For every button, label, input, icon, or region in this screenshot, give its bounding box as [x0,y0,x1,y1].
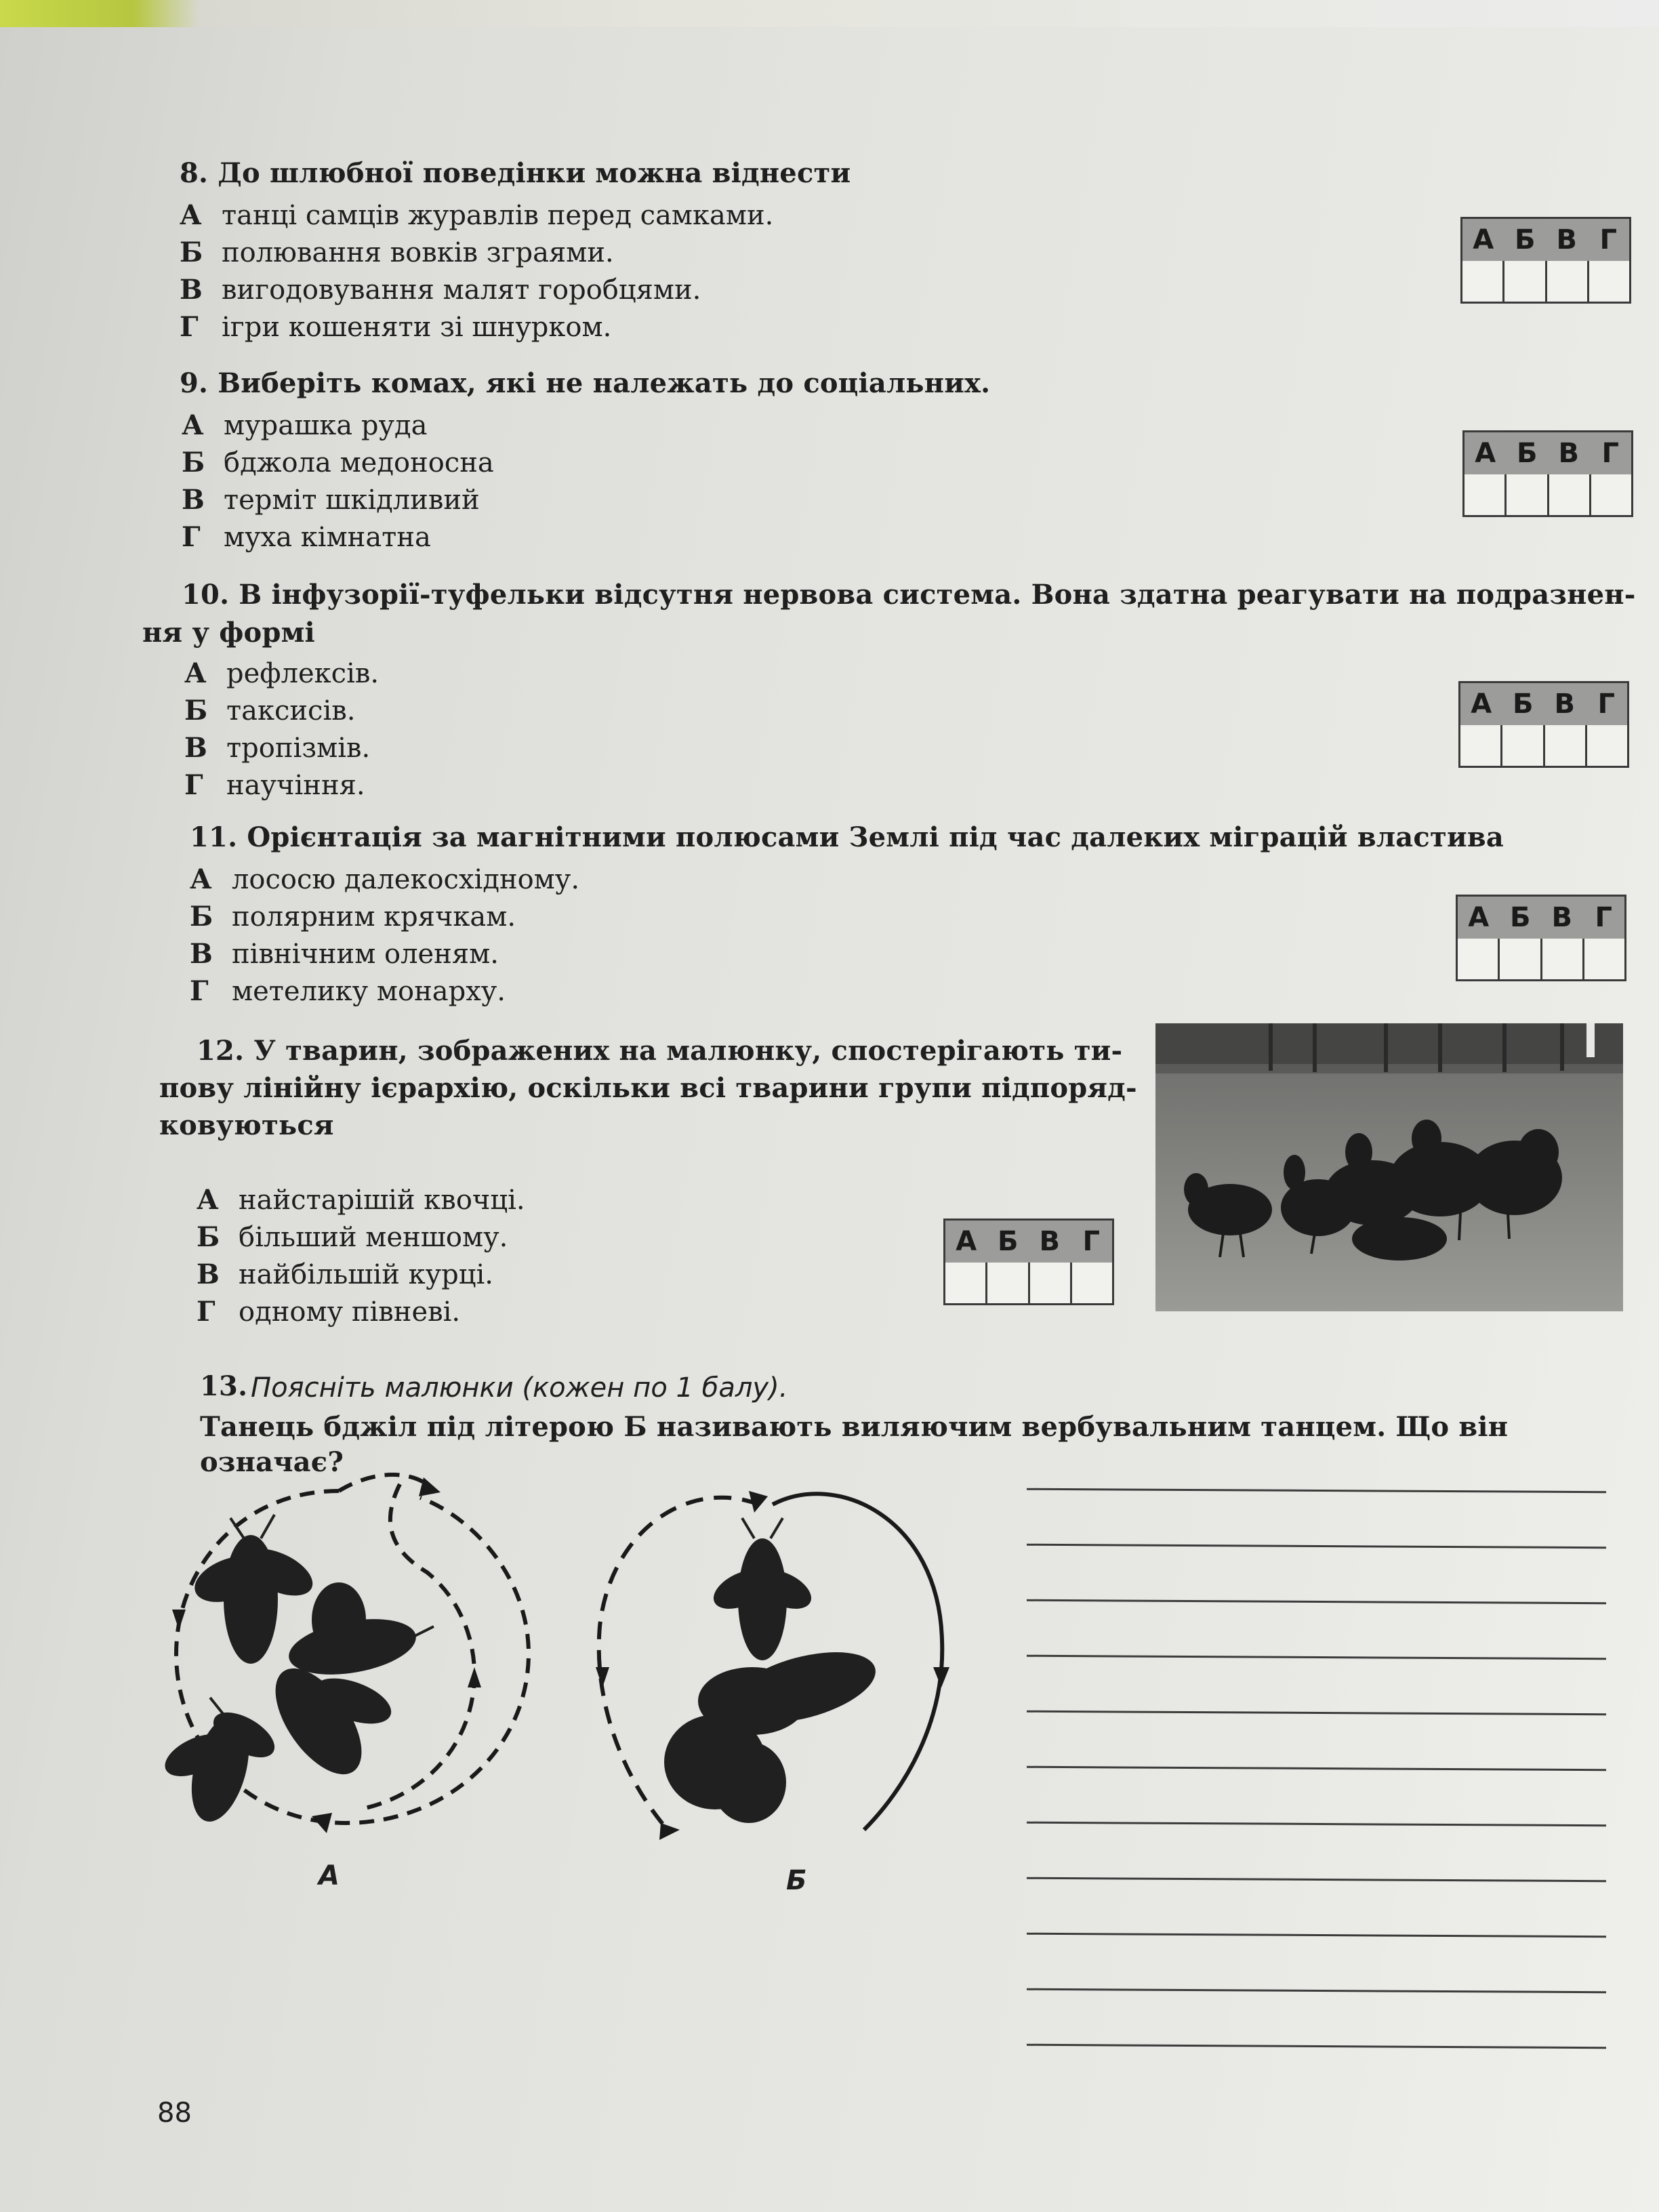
option-text: танці самців журавлів перед самками. [222,200,774,231]
question-8-option-b [180,235,614,270]
question-13-number: 13. [200,1370,248,1402]
answer-grid-q10 [1458,681,1629,768]
option-letter: А [190,863,212,895]
grid-letter-c: В [1554,689,1575,720]
answer-line[interactable] [1027,1766,1606,1771]
answer-cell-a[interactable] [1465,474,1504,515]
grid-letter-b: Б [1517,438,1538,469]
option-letter: А [184,657,207,689]
option-text: терміт шкідливий [224,485,480,516]
answer-cell-a[interactable] [1460,725,1500,766]
question-11-text: 11. Орієнтація за магнітними полюсами Землі під час далеких міграцій властива [190,821,1504,853]
question-12-option-c [197,1257,493,1292]
grid-letter-d: Г [1595,902,1612,933]
question-12-option-d [197,1294,460,1330]
answer-line[interactable] [1027,1711,1606,1715]
question-10-option-d [184,768,365,803]
question-12-line-1: 12. У тварин, зображених на малюнку, спостерігають ти- [197,1035,1123,1067]
answer-cell-b[interactable] [985,1263,1027,1303]
question-11-option-a [190,862,579,897]
option-text: полювання вовків зграями. [222,237,614,268]
option-text: більший меншому. [239,1222,508,1253]
grid-letter-b: Б [1515,224,1536,255]
answer-cell-c[interactable] [1540,939,1582,979]
answer-line[interactable] [1027,1655,1606,1660]
option-text: рефлексів. [226,658,380,689]
answer-cell-c[interactable] [1028,1263,1070,1303]
grid-letter-c: В [1556,224,1577,255]
question-11-option-b [190,899,516,935]
option-letter: В [184,732,207,764]
grid-letter-d: Г [1601,438,1619,469]
answer-cell-d[interactable] [1070,1263,1112,1303]
option-letter: Б [190,901,213,933]
question-11-option-c [190,937,499,972]
option-text: бджола медоносна [224,447,494,478]
bee-waggle-dance-illustration [579,1464,959,1857]
question-9-option-a [182,408,427,443]
answer-cell-c[interactable] [1545,261,1587,302]
grid-letter-d: Г [1082,1226,1100,1257]
grid-letter-d: Г [1597,689,1615,720]
question-10-line-2: ня у формі [142,617,315,649]
question-13-text-suffix: називають виляючим вербувальним танцем. Що він означає? [200,1411,1509,1478]
question-8-option-a [180,198,773,233]
grid-letter-b: Б [1513,689,1534,720]
option-text: одному півневі. [239,1296,461,1328]
grid-letter-a: А [956,1226,977,1257]
option-text: ігри кошеняти зі шнурком. [222,312,612,343]
question-10-option-a [184,656,379,691]
question-12-line-3: ковуються [159,1109,334,1141]
option-letter: Б [197,1221,220,1253]
question-8-option-c [180,272,701,308]
question-13-instruction: Поясніть малюнки (кожен по 1 балу). [251,1372,788,1404]
option-letter: Г [197,1296,216,1328]
answer-cell-d[interactable] [1585,725,1627,766]
option-text: тропізмів. [226,733,371,764]
answer-cell-a[interactable] [945,1263,985,1303]
answer-cell-a[interactable] [1462,261,1502,302]
answer-cell-d[interactable] [1582,939,1624,979]
question-11-option-d [190,974,506,1009]
option-letter: Г [184,769,203,801]
question-10-line-1: 10. В інфузорії-туфельки відсутня нервова система. Вона здатна реагувати на подразнен- [182,579,1636,611]
question-12-option-b [197,1220,508,1255]
option-text: полярним крячкам. [232,901,516,933]
option-letter: Г [180,311,199,343]
grid-letter-a: А [1471,689,1492,720]
bee-round-dance-illustration [156,1443,549,1864]
question-9-text: 9. Виберіть комах, які не належать до соціальних. [180,367,991,399]
grid-letter-c: В [1558,438,1579,469]
answer-cell-c[interactable] [1543,725,1585,766]
question-10-option-c [184,731,370,766]
figure-label-b: Б [786,1865,807,1896]
option-letter: Г [190,975,209,1007]
figure-label-a: А [319,1860,340,1891]
answer-line[interactable] [1027,1988,1606,1993]
answer-line[interactable] [1027,1933,1606,1938]
option-letter: Б [184,695,208,726]
grid-letter-b: Б [998,1226,1019,1257]
question-12-option-a [197,1183,525,1218]
answer-line[interactable] [1027,1877,1606,1882]
answer-cell-d[interactable] [1587,261,1629,302]
question-8-option-d [180,310,611,345]
option-letter: В [190,938,213,970]
option-text: вигодовування малят горобцями. [222,274,701,306]
answer-line[interactable] [1027,1822,1606,1826]
option-letter: А [182,409,204,441]
question-12-line-2: пову лінійну ієрархію, оскільки всі тварини групи підпоряд- [159,1072,1137,1104]
question-9-option-b [182,445,494,480]
question-9-option-c [182,483,480,518]
question-8-text: 8. До шлюбної поведінки можна віднести [180,157,851,189]
answer-line[interactable] [1027,1544,1606,1549]
answer-cell-b[interactable] [1502,261,1544,302]
page-number: 88 [157,2097,192,2129]
option-letter: Б [182,447,205,478]
question-13-text-bold: літерою Б [485,1411,647,1443]
answer-grid-q12 [943,1218,1114,1305]
option-text: таксисів. [226,695,356,726]
option-text: научіння. [226,770,365,801]
option-text: північним оленям. [232,939,499,970]
answer-cell-a[interactable] [1458,939,1498,979]
answer-cell-b[interactable] [1504,474,1547,515]
question-9-option-d [182,520,431,555]
option-text: лососю далекосхідному. [232,864,580,895]
option-letter: Б [180,237,203,268]
question-13-text-prefix: Танець бджіл під [200,1411,485,1443]
option-letter: А [180,199,202,231]
answer-cell-b[interactable] [1500,725,1542,766]
option-text: найбільшій курці. [239,1259,493,1290]
answer-cell-b[interactable] [1498,939,1540,979]
grid-letter-a: А [1475,438,1496,469]
option-letter: В [180,274,203,306]
option-letter: В [197,1258,220,1290]
option-letter: Г [182,521,201,553]
option-letter: В [182,484,205,516]
option-text: найстарішій квочці. [239,1185,525,1216]
workbook-page [0,27,1659,2212]
grid-letter-c: В [1551,902,1572,933]
option-text: муха кімнатна [224,522,431,553]
grid-letter-d: Г [1599,224,1617,255]
grid-letter-a: А [1468,902,1490,933]
answer-grid-q11 [1456,895,1626,981]
answer-grid-q8 [1460,217,1631,304]
answer-line[interactable] [1027,1488,1606,1493]
answer-cell-c[interactable] [1547,474,1589,515]
answer-grid-q9 [1462,430,1633,517]
answer-cell-d[interactable] [1589,474,1631,515]
option-letter: А [197,1184,219,1216]
chickens-photo [1155,1023,1623,1311]
grid-letter-c: В [1039,1226,1060,1257]
option-text: мурашка руда [224,410,428,441]
question-10-option-b [184,693,355,729]
grid-letter-a: А [1473,224,1494,255]
answer-line[interactable] [1027,2044,1606,2049]
option-text: метелику монарху. [232,976,506,1007]
grid-letter-b: Б [1510,902,1531,933]
answer-line[interactable] [1027,1599,1606,1604]
